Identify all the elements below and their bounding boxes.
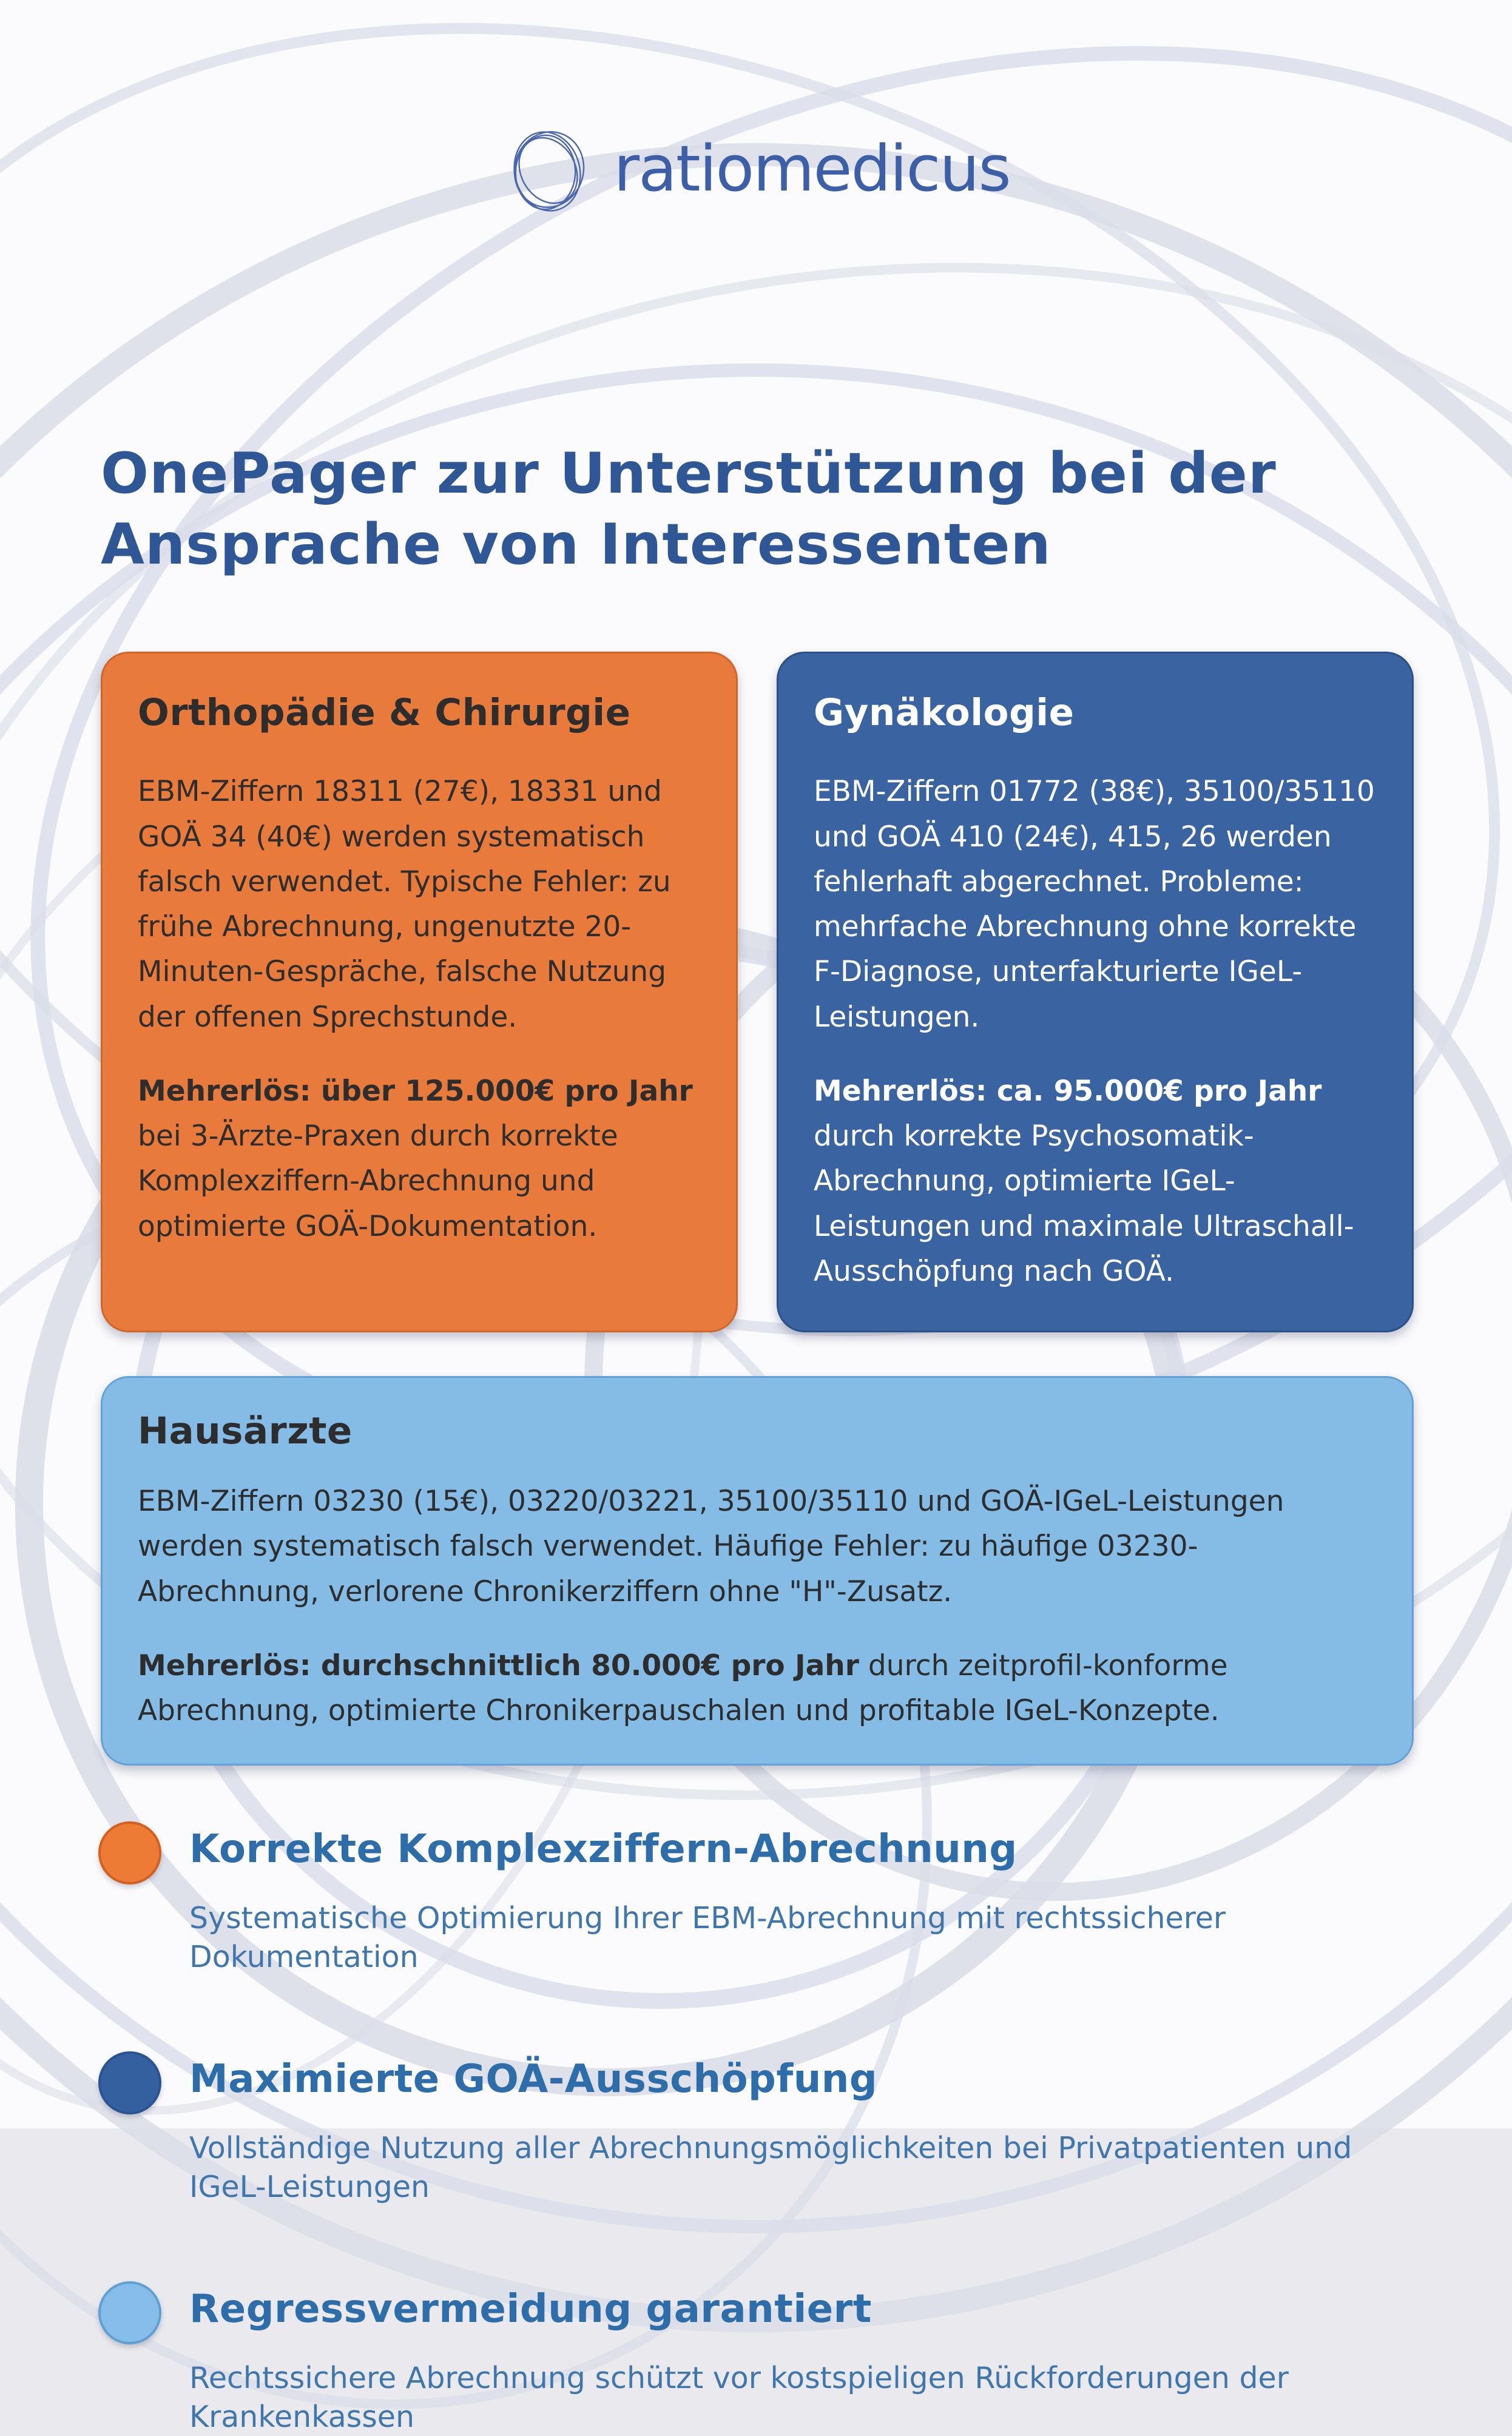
revenue-detail: bei 3-Ärzte-Praxen durch korrekte Komplexziffern-Abrechnung und optimierte GOÄ-Dokumentation. — [138, 1119, 618, 1243]
benefit-item-goa-ausschoepfung — [98, 2054, 1414, 2206]
card-revenue-note — [814, 1069, 1377, 1294]
specialty-cards-row — [101, 652, 1414, 1332]
page-title: OnePager zur Unterstützung bei der Ansprache von Interessenten — [101, 440, 1277, 578]
card-title: Gynäkologie — [814, 691, 1075, 735]
revenue-highlight: Mehrerlös: durchschnittlich 80.000€ pro Jahr — [138, 1648, 859, 1682]
orange-bullet-dot-icon — [98, 1821, 161, 1884]
card-body: EBM-Ziffern 03230 (15€), 03220/03221, 35100/35110 und GOÄ-IGeL-Leistungen werden systematisch falsch verwendet. Häufige Fehler: zu häufige 03230-Abrechnung, verlorene Chronikerziffern ohne "H"-Zusatz. — [138, 1485, 1284, 1608]
benefit-text — [189, 1824, 1414, 1976]
revenue-highlight: Mehrerlös: ca. 95.000€ pro Jahr — [814, 1074, 1322, 1108]
lightblue-bullet-dot-icon — [98, 2281, 161, 2344]
brand-wordmark: ratiomedicus — [613, 131, 1010, 206]
card-title: Orthopädie & Chirurgie — [138, 691, 631, 735]
card-gynaekologie — [777, 652, 1414, 1332]
logo-rings-icon — [502, 124, 593, 218]
card-body: EBM-Ziffern 01772 (38€), 35100/35110 und GOÄ 410 (24€), 415, 26 werden fehlerhaft abgerechnet. Probleme: mehrfache Abrechnung ohne korrekte F-Diagnose, unterfakturierte IGeL-Leistungen. — [814, 775, 1375, 1034]
benefit-title: Korrekte Komplexziffern-Abrechnung — [189, 1827, 1018, 1872]
benefit-item-komplexziffern — [98, 1824, 1414, 1976]
card-revenue-note — [138, 1644, 1377, 1734]
blue-bullet-dot-icon — [98, 2051, 161, 2114]
benefit-text — [189, 2054, 1414, 2206]
card-orthopaedie-chirurgie — [101, 652, 738, 1332]
benefit-text — [189, 2284, 1414, 2436]
revenue-detail: durch zeitprofil-konforme Abrechnung, optimierte Chronikerpauschalen und profitable IGeL-Konzepte. — [138, 1648, 1228, 1728]
benefit-title: Regressvermeidung garantiert — [189, 2287, 872, 2332]
card-body: EBM-Ziffern 18311 (27€), 18331 und GOÄ 34 (40€) werden systematisch falsch verwendet. Typische Fehler: zu frühe Abrechnung, ungenutzte 20-Minuten-Gespräche, falsche Nutzung der offenen Sprechstunde. — [138, 775, 671, 1034]
benefit-item-regressvermeidung — [98, 2284, 1414, 2436]
revenue-detail: durch korrekte Psychosomatik-Abrechnung, optimierte IGeL-Leistungen und maximale Ultraschall-Ausschöpfung nach GOÄ. — [814, 1119, 1354, 1288]
revenue-highlight: Mehrerlös: über 125.000€ pro Jahr — [138, 1074, 693, 1108]
card-title: Hausärzte — [138, 1409, 353, 1453]
benefit-title: Maximierte GOÄ-Ausschöpfung — [189, 2057, 878, 2102]
benefit-subtitle: Rechtssichere Abrechnung schützt vor kostspieligen Rückforderungen der Krankenkassen — [189, 2360, 1289, 2434]
benefit-subtitle: Vollständige Nutzung aller Abrechnungsmöglichkeiten bei Privatpatienten und IGeL-Leistungen — [189, 2130, 1352, 2204]
benefits-list — [98, 1824, 1414, 2436]
benefit-subtitle: Systematische Optimierung Ihrer EBM-Abrechnung mit rechtssicherer Dokumentation — [189, 1900, 1226, 1974]
card-revenue-note — [138, 1069, 701, 1249]
card-hausaerzte — [101, 1376, 1414, 1766]
brand-header — [0, 0, 1512, 218]
